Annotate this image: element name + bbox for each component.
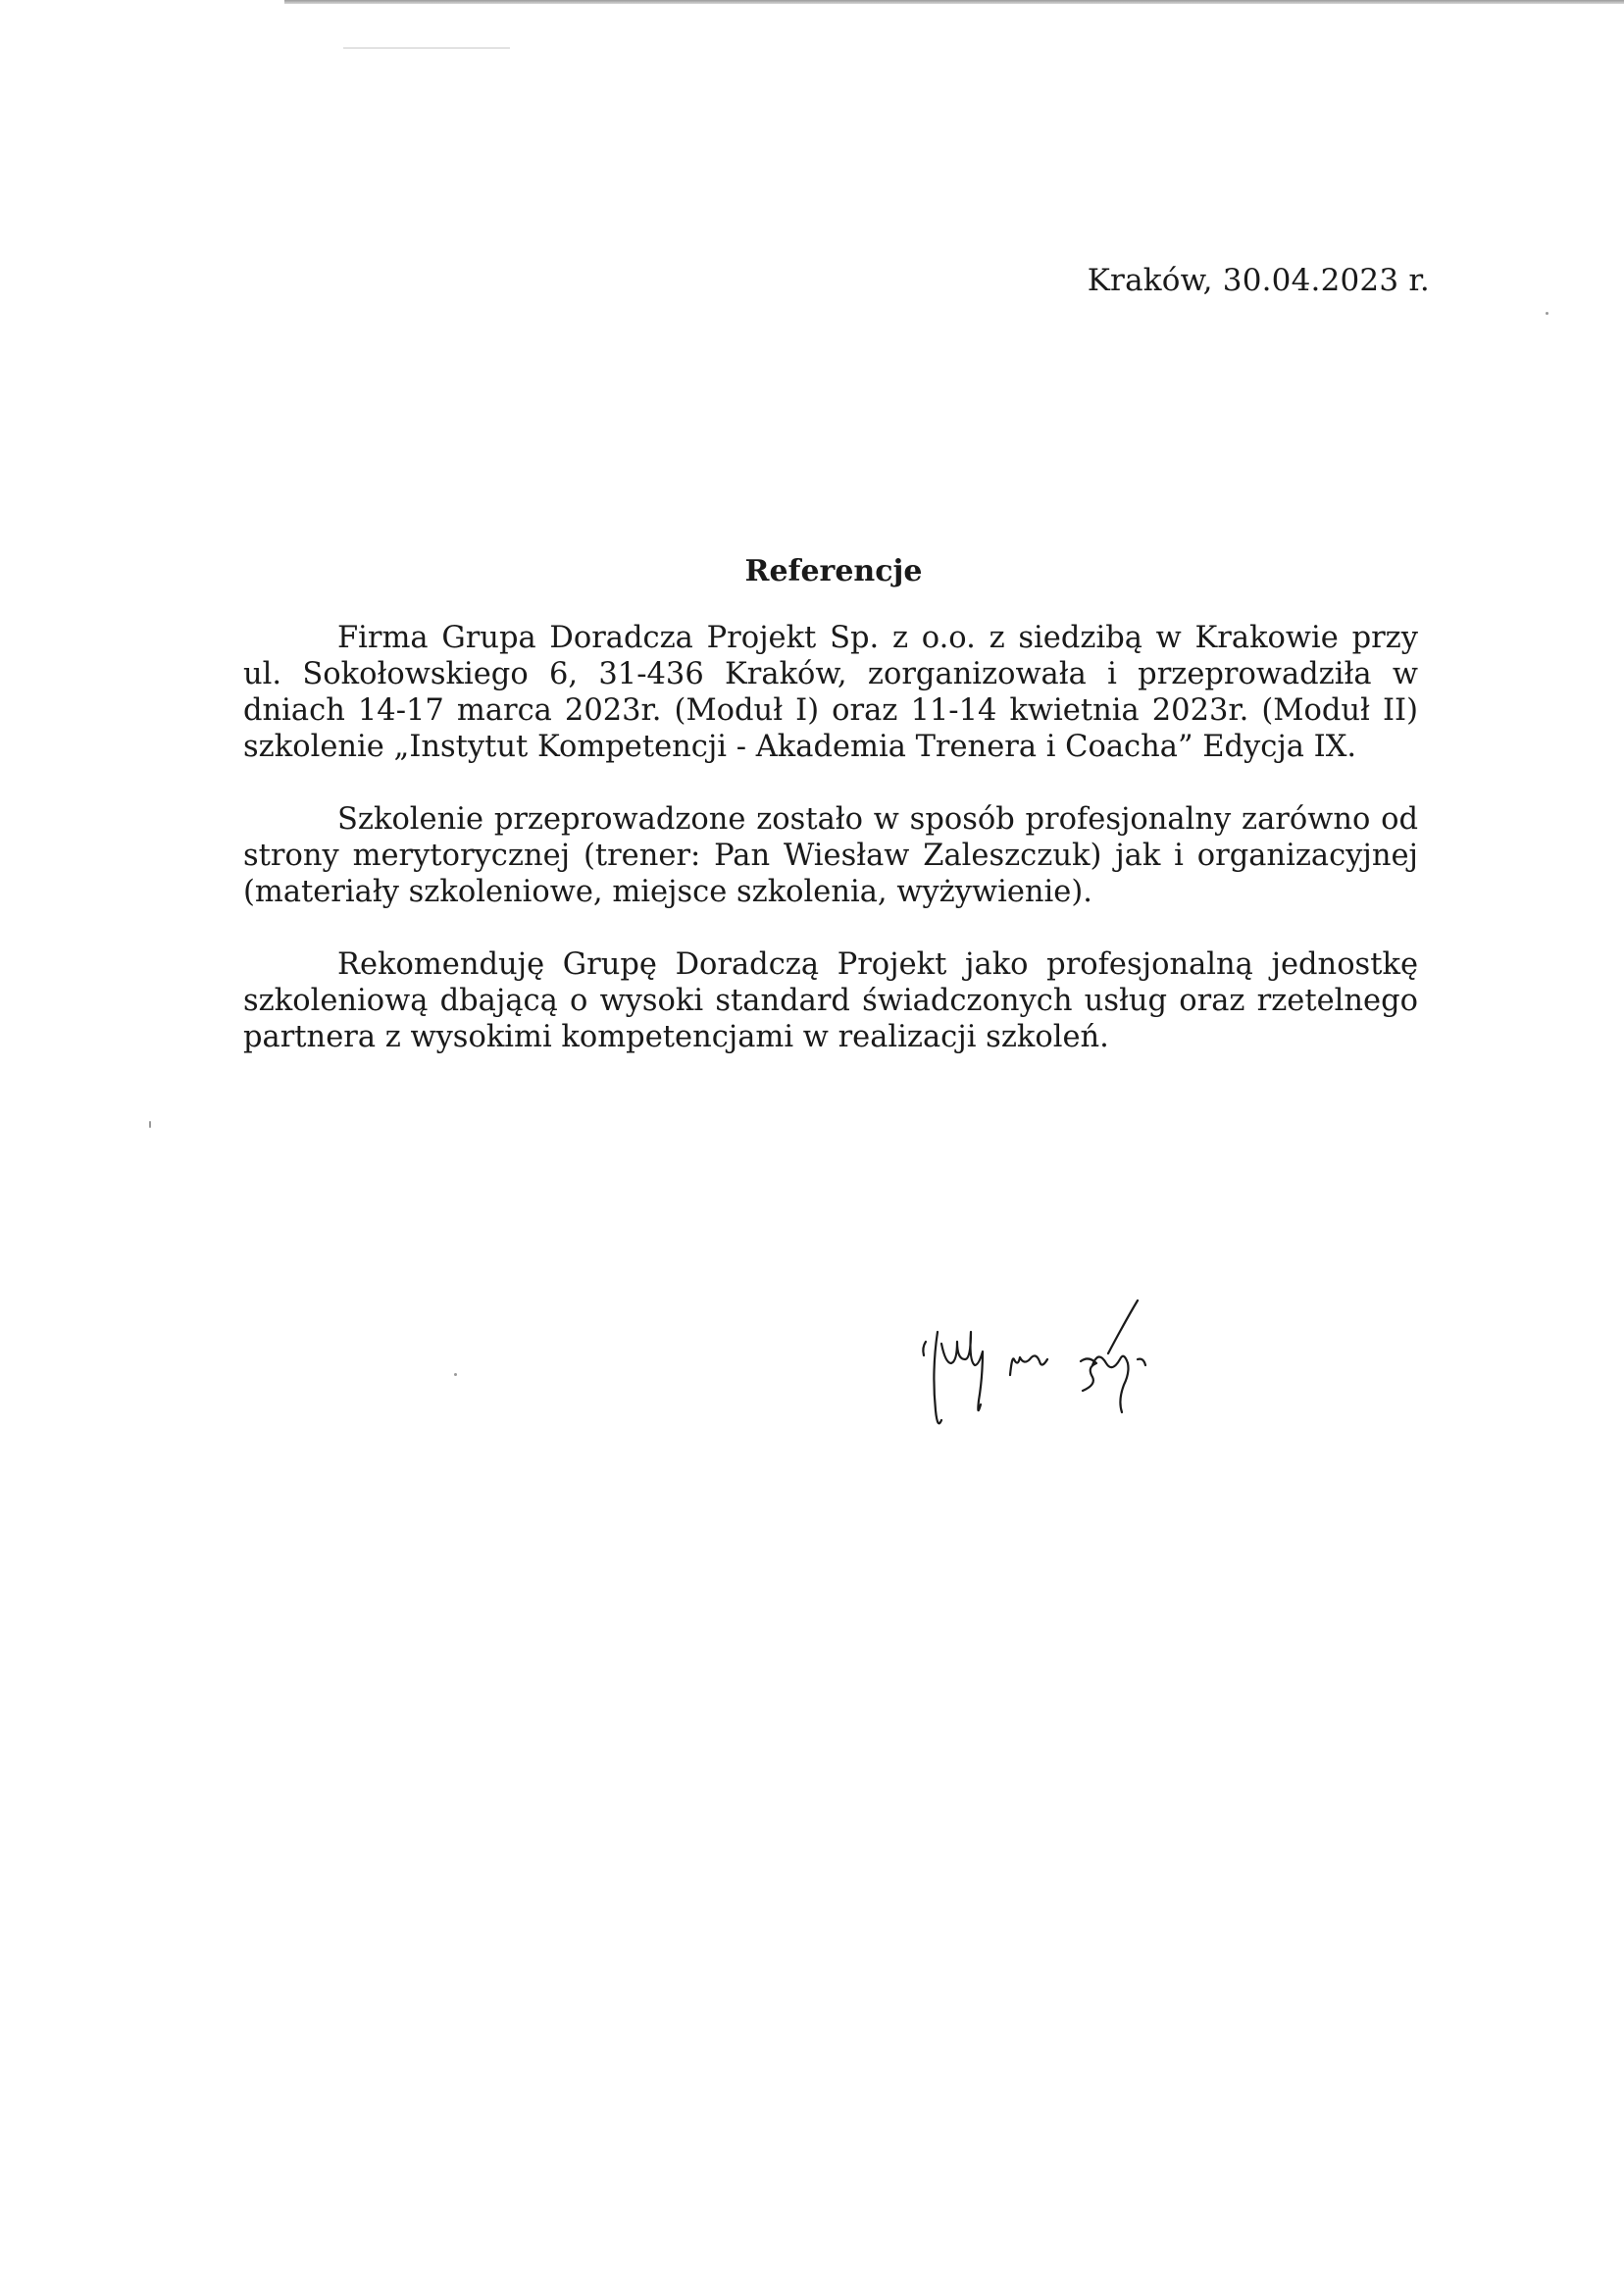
paragraph-organizer: Firma Grupa Doradcza Projekt Sp. z o.o. z siedzibą w Krakowie przy ul. Sokołowskiego 6, 31-436 Kraków, zorganizowała i przeprowadziła w dniach 14-17 marca 2023r. (Moduł I) oraz 11-14 kwietnia 2023r. (Moduł II) szkolenie „Instytut Kompetencji - Akademia Trenera i Coacha” Edycja IX. [243, 621, 1418, 764]
scan-speck [149, 1121, 151, 1128]
scan-speck [1546, 312, 1548, 315]
paragraph-recommendation: Rekomenduję Grupę Doradczą Projekt jako profesjonalną jednostkę szkoleniową dbającą o wysoki standard świadczonych usług oraz rzetelnego partnera z wysokimi kompetencjami w realizacji szkoleń. [243, 947, 1418, 1054]
handwritten-signature-icon [912, 1285, 1206, 1481]
document-title: Referencje [744, 554, 923, 588]
paragraph-training-quality: Szkolenie przeprowadzone zostało w sposób profesjonalny zarówno od strony merytorycznej (trener: Pan Wiesław Zaleszczuk) jak i organizacyjnej (materiały szkoleniowe, miejsce szkolenia, wyżywienie). [243, 802, 1418, 909]
scan-speck [454, 1373, 457, 1376]
scan-smudge [343, 47, 510, 49]
letter-body [243, 620, 1418, 1092]
scan-edge [284, 0, 1624, 4]
place-and-date: Kraków, 30.04.2023 r. [1087, 263, 1430, 298]
